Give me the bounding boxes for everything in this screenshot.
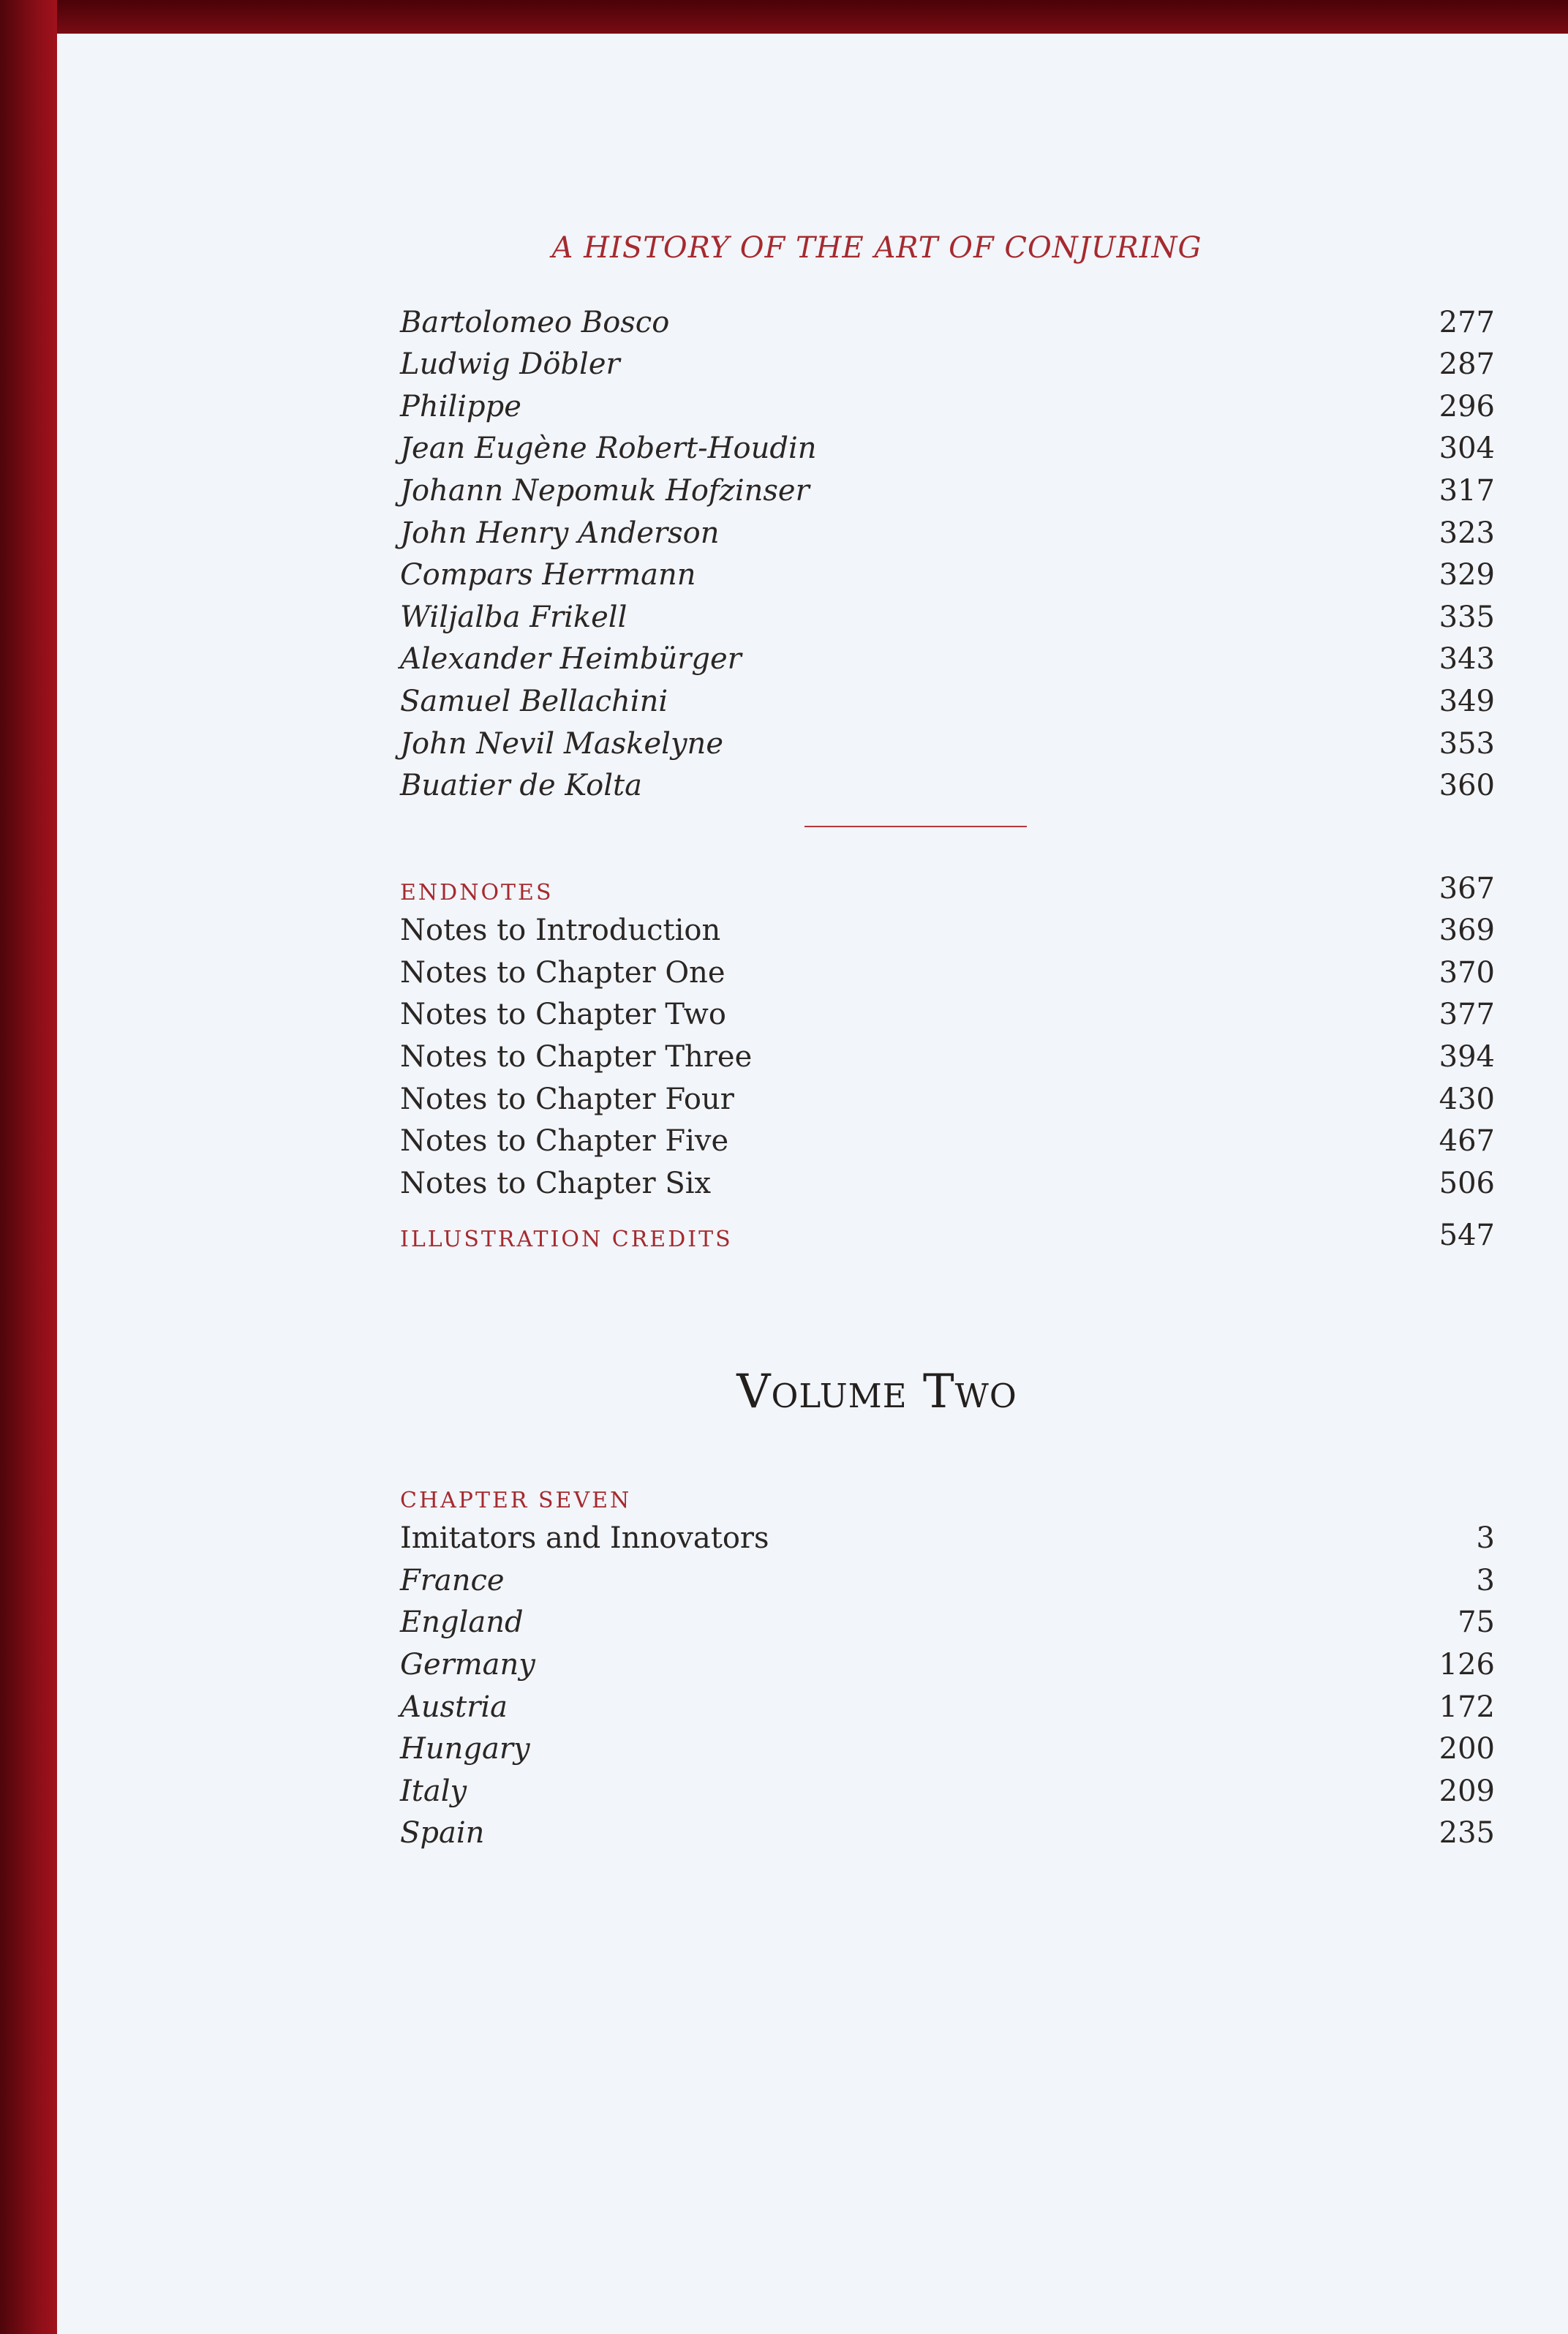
chapter-title: Imitators and Innovators (400, 1521, 769, 1556)
entry-page: 304 (1439, 432, 1495, 466)
entry-title: Notes to Chapter Five (400, 1124, 729, 1159)
toc-entry (400, 911, 1495, 954)
entry-page: 343 (1439, 642, 1495, 677)
entry-page: 287 (1439, 347, 1495, 382)
chapter-label: CHAPTER SEVEN (400, 1487, 632, 1513)
toc-entry (400, 953, 1495, 995)
entry-title: John Nevil Maskelyne (400, 726, 723, 761)
toc-list-credits (400, 1216, 1495, 1258)
entry-title: Compars Herrmann (400, 558, 696, 592)
entry-page: 467 (1439, 1124, 1495, 1159)
entry-page: 126 (1439, 1647, 1495, 1682)
toc-entry (400, 682, 1495, 724)
volume-title: Volume Two (736, 1365, 1017, 1419)
entry-page: 353 (1439, 726, 1495, 761)
toc-list-biographies (400, 303, 1495, 808)
entry-page: 200 (1439, 1732, 1495, 1766)
toc-entry (400, 1164, 1495, 1206)
entry-title: Alexander Heimbürger (400, 642, 742, 677)
section-label: ILLUSTRATION CREDITS (400, 1226, 733, 1252)
entry-page: 317 (1439, 473, 1495, 508)
toc-entry (400, 1645, 1495, 1687)
toc-entry (400, 598, 1495, 640)
entry-title: Philippe (400, 389, 521, 423)
toc-entry (400, 1122, 1495, 1164)
entry-title: Notes to Introduction (400, 914, 721, 948)
section-label: ENDNOTES (400, 879, 554, 906)
entry-title: Samuel Bellachini (400, 684, 668, 718)
book-edge-top (0, 0, 1568, 35)
toc-entry (400, 387, 1495, 429)
entry-title: Notes to Chapter One (400, 955, 725, 990)
toc-entry (400, 471, 1495, 513)
entry-title: Italy (400, 1774, 467, 1808)
entry-page: 370 (1439, 955, 1495, 990)
entry-page: 329 (1439, 558, 1495, 592)
toc-entry (400, 1037, 1495, 1080)
entry-title: Bartolomeo Bosco (400, 305, 670, 339)
entry-page: 367 (1439, 871, 1495, 906)
entry-title: Buatier de Kolta (400, 769, 642, 803)
entry-page: 3 (1476, 1521, 1495, 1556)
section-divider (804, 826, 1027, 827)
entry-title: Notes to Chapter Four (400, 1082, 734, 1116)
toc-entry (400, 556, 1495, 598)
entry-page: 506 (1439, 1166, 1495, 1200)
toc-entry (400, 1561, 1495, 1603)
entry-title: England (400, 1605, 524, 1640)
entry-page: 75 (1458, 1605, 1495, 1640)
toc-entry (400, 1772, 1495, 1814)
toc-entry (400, 303, 1495, 345)
toc-entry (400, 1603, 1495, 1646)
toc-entry (400, 995, 1495, 1038)
toc-entry (400, 345, 1495, 388)
entry-page: 430 (1439, 1082, 1495, 1116)
entry-page: 335 (1439, 600, 1495, 634)
entry-title: Notes to Chapter Two (400, 998, 726, 1032)
entry-page: 349 (1439, 684, 1495, 718)
toc-entry (400, 1687, 1495, 1730)
toc-entry (400, 640, 1495, 682)
toc-entry (400, 1730, 1495, 1772)
toc-section-entry (400, 869, 1495, 911)
entry-page: 547 (1439, 1218, 1495, 1252)
toc-list-chapter-seven (400, 1477, 1495, 1856)
entry-page: 323 (1439, 516, 1495, 550)
toc-entry (400, 429, 1495, 472)
entry-page: 360 (1439, 769, 1495, 803)
entry-title: France (400, 1563, 505, 1597)
toc-section-entry (400, 1216, 1495, 1258)
entry-title: John Henry Anderson (400, 516, 720, 550)
entry-page: 377 (1439, 998, 1495, 1032)
entry-title: Austria (400, 1690, 508, 1724)
entry-title: Ludwig Döbler (400, 347, 620, 382)
toc-section-entry (400, 1477, 1495, 1519)
entry-page: 3 (1476, 1563, 1495, 1597)
entry-title: Spain (400, 1816, 485, 1851)
entry-title: Notes to Chapter Three (400, 1039, 753, 1074)
entry-page: 209 (1439, 1774, 1495, 1808)
toc-entry (400, 1080, 1495, 1122)
toc-entry (400, 1519, 1495, 1562)
entry-title: Notes to Chapter Six (400, 1166, 712, 1200)
entry-page: 277 (1439, 305, 1495, 339)
entry-title: Wiljalba Frikell (400, 600, 627, 634)
toc-entry (400, 513, 1495, 556)
volume-heading (57, 1365, 1568, 1419)
entry-page: 369 (1439, 914, 1495, 948)
entry-page: 172 (1439, 1690, 1495, 1724)
entry-page: 296 (1439, 389, 1495, 423)
toc-entry (400, 724, 1495, 767)
entry-title: Jean Eugène Robert-Houdin (400, 432, 817, 466)
book-spine-edge (0, 0, 57, 2334)
toc-list-endnotes (400, 869, 1495, 1206)
entry-title: Germany (400, 1647, 535, 1682)
entry-title: Hungary (400, 1732, 530, 1766)
entry-page: 235 (1439, 1816, 1495, 1851)
toc-entry (400, 1814, 1495, 1856)
toc-entry (400, 767, 1495, 809)
toc-page (57, 34, 1568, 2334)
entry-page: 394 (1439, 1039, 1495, 1074)
entry-title: Johann Nepomuk Hofzinser (400, 473, 810, 508)
running-head: A HISTORY OF THE ART OF CONJURING (551, 231, 1202, 265)
